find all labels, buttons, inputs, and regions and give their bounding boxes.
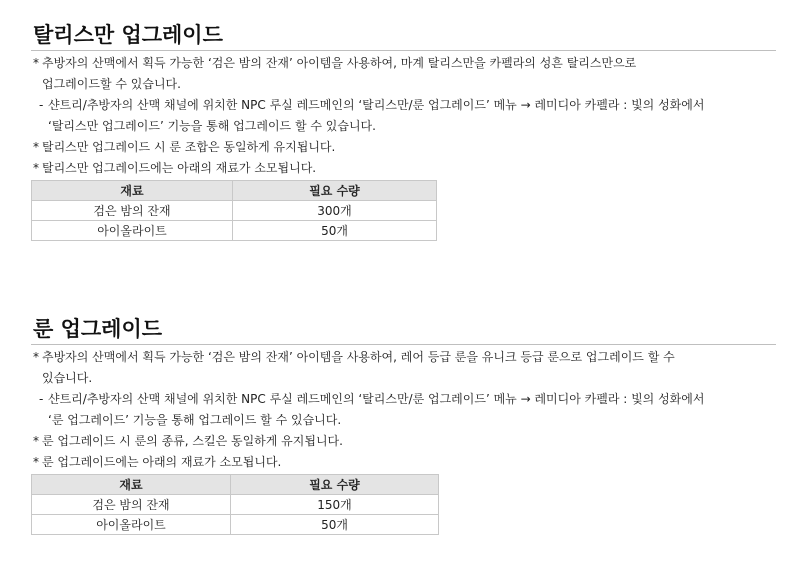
table-cell-material: 검은 밤의 잔재 [32,201,233,221]
table-row [32,201,437,221]
bullet-mark: * [33,140,39,154]
sub-list-item-continuation: ‘탈리스만 업그레이드’ 기능을 통해 업그레이드 할 수 있습니다. [48,119,376,133]
list-item-continuation: 있습니다. [42,371,93,385]
list-item-text: 룬 업그레이드 시 룬의 종류, 스킬은 동일하게 유지됩니다. [42,434,343,448]
table-cell-material: 아이올라이트 [32,515,231,535]
table-cell-quantity: 300개 [233,201,437,221]
list-item [31,137,776,158]
column-header-quantity: 필요 수량 [233,181,437,201]
description-list [31,53,776,179]
table-cell-material: 아이올라이트 [32,221,233,241]
rune-section [31,316,776,535]
column-header-material: 재료 [32,181,233,201]
materials-table [31,474,439,535]
list-item [31,431,776,452]
description-list [31,347,776,473]
bullet-mark: * [33,56,39,70]
bullet-mark: * [33,455,39,469]
column-header-quantity: 필요 수량 [231,475,439,495]
section-title: 룬 업그레이드 [31,316,776,345]
column-header-material: 재료 [32,475,231,495]
table-row [32,495,439,515]
table-cell-quantity: 50개 [233,221,437,241]
bullet-mark: * [33,434,39,448]
section-title: 탈리스만 업그레이드 [31,22,776,51]
list-item-text: 추방자의 산맥에서 획득 가능한 ‘검은 밤의 잔재’ 아이템을 사용하여, 레어 등급 룬을 유니크 등급 룬으로 업그레이드 할 수 [42,350,675,364]
list-item [31,347,776,368]
list-item-continuation: 업그레이드할 수 있습니다. [42,77,181,91]
sub-list-item [31,389,776,410]
materials-table [31,180,437,241]
sub-list-item-text: 샨트리/추방자의 산맥 채널에 위치한 NPC 루실 레드메인의 ‘탈리스만/룬 업그레이드’ 메뉴 → 레미디아 카펠라 : 빛의 성화에서 [48,98,705,112]
list-item [31,158,776,179]
list-item-text: 룬 업그레이드에는 아래의 재료가 소모됩니다. [42,455,282,469]
table-row [32,515,439,535]
sub-list-item-text: 샨트리/추방자의 산맥 채널에 위치한 NPC 루실 레드메인의 ‘탈리스만/룬 업그레이드’ 메뉴 → 레미디아 카펠라 : 빛의 성화에서 [48,392,705,406]
talisman-section [31,22,776,241]
bullet-mark: * [33,161,39,175]
list-item-text: 추방자의 산맥에서 획득 가능한 ‘검은 밤의 잔재’ 아이템을 사용하여, 마계 탈리스만을 카펠라의 성흔 탈리스만으로 [42,56,637,70]
table-row [32,221,437,241]
dash-mark: - [39,392,44,406]
list-item [31,53,776,74]
list-item-text: 탈리스만 업그레이드 시 룬 조합은 동일하게 유지됩니다. [42,140,336,154]
table-cell-quantity: 50개 [231,515,439,535]
table-header-row [32,181,437,201]
list-item [31,452,776,473]
bullet-mark: * [33,350,39,364]
sub-list-item-continuation: ‘룬 업그레이드’ 기능을 통해 업그레이드 할 수 있습니다. [48,413,342,427]
list-item-text: 탈리스만 업그레이드에는 아래의 재료가 소모됩니다. [42,161,317,175]
sub-list-item [31,95,776,116]
dash-mark: - [39,98,44,112]
table-header-row [32,475,439,495]
table-cell-material: 검은 밤의 잔재 [32,495,231,515]
table-cell-quantity: 150개 [231,495,439,515]
